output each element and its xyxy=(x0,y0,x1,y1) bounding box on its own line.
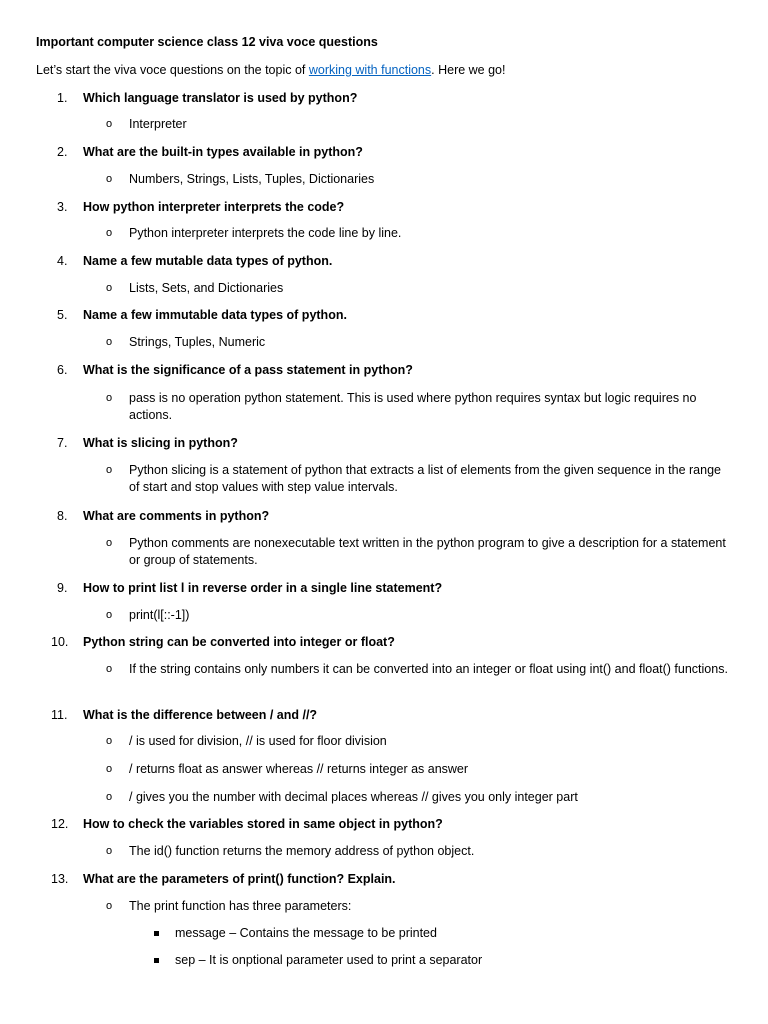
answer-text: Python slicing is a statement of python that extracts a list of elements from the given sequence in the range of start and stop values with step value intervals. xyxy=(129,463,721,494)
answer-text: Numbers, Strings, Lists, Tuples, Dictionaries xyxy=(129,172,375,186)
answer-text: Strings, Tuples, Numeric xyxy=(129,335,266,349)
answer-text: / is used for division, // is used for floor division xyxy=(129,734,387,748)
circle-bullet-icon: o xyxy=(106,392,113,404)
intro-text-after: . Here we go! xyxy=(431,63,506,77)
circle-bullet-icon: o xyxy=(106,791,113,803)
question-number: 8. xyxy=(57,509,68,523)
square-bullet-icon xyxy=(154,931,159,936)
answer-item xyxy=(106,661,729,678)
question-number: 4. xyxy=(57,254,68,268)
circle-bullet-icon: o xyxy=(106,464,113,476)
answer-item xyxy=(106,334,729,351)
question-number: 10. xyxy=(51,635,69,649)
answer-text: pass is no operation python statement. This is used where python requires syntax but logic requires no actions. xyxy=(129,391,697,422)
answer-item xyxy=(106,280,729,297)
working-with-functions-link[interactable]: working with functions xyxy=(308,63,432,77)
answer-item xyxy=(106,535,729,569)
sub-answer-text: message – Contains the message to be printed xyxy=(175,926,437,940)
question-number: 3. xyxy=(57,200,68,214)
answer-item xyxy=(106,733,729,750)
document-title: Important computer science class 12 viva voce questions xyxy=(36,35,378,49)
circle-bullet-icon: o xyxy=(106,282,113,294)
answer-text: Python comments are nonexecutable text written in the python program to give a description for a statement or group of statements. xyxy=(129,536,726,567)
circle-bullet-icon: o xyxy=(106,663,113,675)
question-number: 9. xyxy=(57,581,68,595)
question-number: 12. xyxy=(51,817,69,831)
circle-bullet-icon: o xyxy=(106,336,113,348)
answer-item xyxy=(106,607,729,624)
answer-text: Python interpreter interprets the code line by line. xyxy=(129,226,402,240)
circle-bullet-icon: o xyxy=(106,763,113,775)
answer-text: Lists, Sets, and Dictionaries xyxy=(129,281,284,295)
answer-item xyxy=(106,843,729,860)
question-number: 5. xyxy=(57,308,68,322)
answer-item xyxy=(106,225,729,242)
circle-bullet-icon: o xyxy=(106,537,113,549)
answer-text: / gives you the number with decimal places whereas // gives you only integer part xyxy=(129,790,578,804)
circle-bullet-icon: o xyxy=(106,845,113,857)
question-text: What is the significance of a pass statement in python? xyxy=(83,363,413,377)
answer-text: / returns float as answer whereas // returns integer as answer xyxy=(129,762,469,776)
answer-text: If the string contains only numbers it can be converted into an integer or float using int() and float() functions. xyxy=(129,662,728,676)
circle-bullet-icon: o xyxy=(106,609,113,621)
question-text: What are the parameters of print() function? Explain. xyxy=(83,872,396,886)
circle-bullet-icon: o xyxy=(106,173,113,185)
intro-paragraph xyxy=(36,62,505,79)
question-text: Name a few immutable data types of python. xyxy=(83,308,347,322)
answer-item xyxy=(106,761,729,778)
question-number: 2. xyxy=(57,145,68,159)
answer-item xyxy=(106,789,729,806)
intro-text-before: Let’s start the viva voce questions on the topic of xyxy=(36,63,309,77)
sub-answer-item xyxy=(175,952,735,969)
question-number: 7. xyxy=(57,436,68,450)
answer-item xyxy=(106,462,729,496)
question-text: What are the built-in types available in python? xyxy=(83,145,363,159)
question-number: 11. xyxy=(51,708,68,722)
question-number: 1. xyxy=(57,91,68,105)
answer-item xyxy=(106,116,729,133)
question-text: How python interpreter interprets the code? xyxy=(83,200,345,214)
answer-text: print(l[::-1]) xyxy=(129,608,190,622)
question-text: Name a few mutable data types of python. xyxy=(83,254,333,268)
answer-item xyxy=(106,390,729,424)
circle-bullet-icon: o xyxy=(106,735,113,747)
question-text: How to print list l in reverse order in a single line statement? xyxy=(83,581,443,595)
question-text: What is the difference between / and //? xyxy=(83,708,318,722)
circle-bullet-icon: o xyxy=(106,227,113,239)
question-text: What is slicing in python? xyxy=(83,436,238,450)
answer-item xyxy=(106,898,729,915)
answer-text: The id() function returns the memory address of python object. xyxy=(129,844,475,858)
question-text: What are comments in python? xyxy=(83,509,270,523)
sub-answer-text: sep – It is onptional parameter used to print a separator xyxy=(175,953,483,967)
question-text: How to check the variables stored in same object in python? xyxy=(83,817,443,831)
question-number: 6. xyxy=(57,363,68,377)
answer-text: The print function has three parameters: xyxy=(129,899,352,913)
square-bullet-icon xyxy=(154,958,159,963)
sub-answer-item xyxy=(175,925,735,942)
question-text: Which language translator is used by python? xyxy=(83,91,358,105)
circle-bullet-icon: o xyxy=(106,118,113,130)
question-number: 13. xyxy=(51,872,69,886)
answer-item xyxy=(106,171,729,188)
circle-bullet-icon: o xyxy=(106,900,113,912)
question-text: Python string can be converted into integer or float? xyxy=(83,635,395,649)
answer-text: Interpreter xyxy=(129,117,187,131)
